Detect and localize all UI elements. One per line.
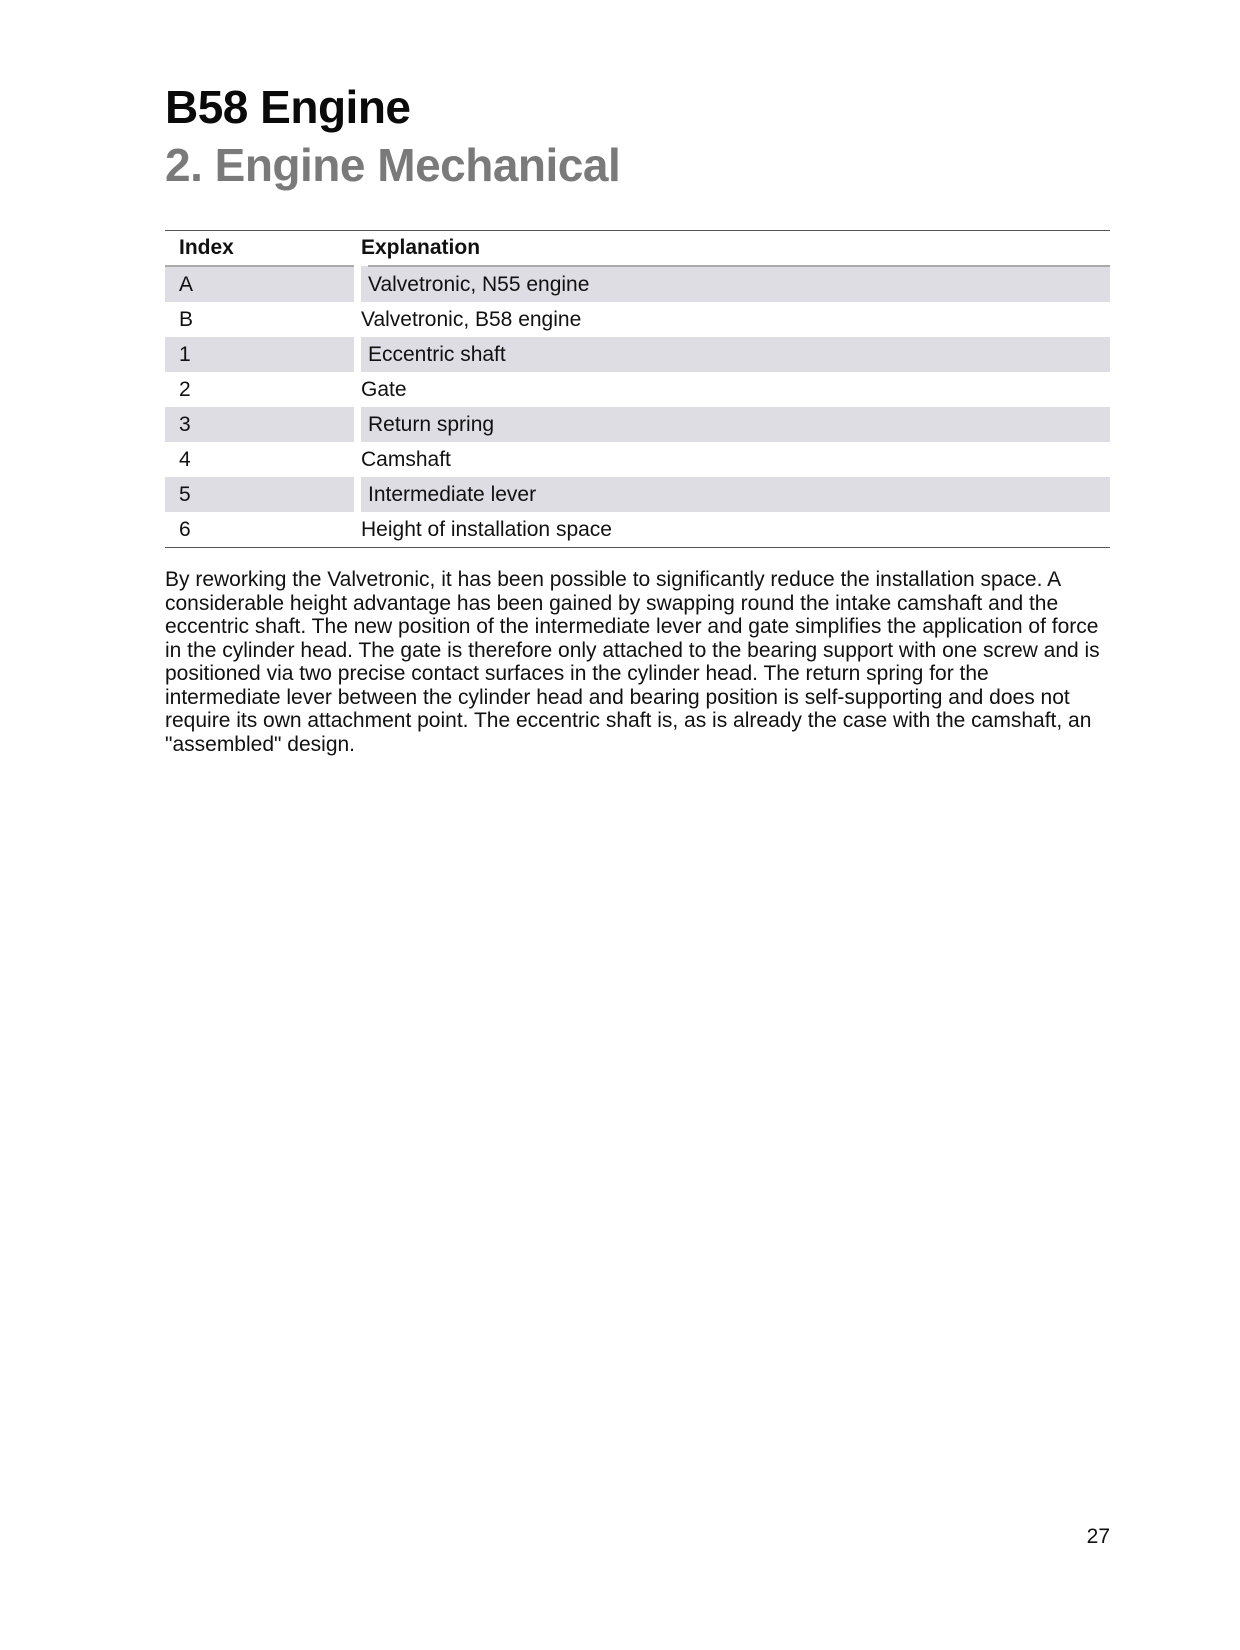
- row-explanation: Camshaft: [361, 447, 451, 471]
- row-index: 4: [179, 447, 191, 471]
- row-index: 5: [165, 477, 361, 512]
- row-index: A: [165, 266, 361, 302]
- body-paragraph: By reworking the Valvetronic, it has been possible to significantly reduce the installation space. A considerable height advantage has been gained by swapping round the intake camshaft and the eccentric shaft. The new position of the intermediate lever and gate simplifies the application of force in the cylinder head. The gate is therefore only attached to the bearing support with one screw and is positioned via two precise contact surfaces in the cylinder head. The return spring for the intermediate lever between the cylinder head and bearing position is self-supporting and does not require its own attachment point. The eccentric shaft is, as is already the case with the camshaft, an "assembled" design.: [165, 568, 1100, 756]
- row-index: 1: [165, 337, 361, 372]
- row-index: 6: [179, 517, 191, 541]
- table-row: [165, 442, 1110, 477]
- page-number: 27: [1086, 1525, 1110, 1548]
- row-index: 2: [179, 377, 191, 401]
- table-header-row: [165, 231, 1110, 267]
- section-title: 2. Engine Mechanical: [165, 139, 621, 191]
- table-row: [165, 337, 1110, 372]
- row-explanation: Eccentric shaft: [361, 337, 1110, 372]
- column-header-index: Index: [165, 231, 361, 267]
- row-explanation: Intermediate lever: [361, 477, 1110, 512]
- row-explanation: Valvetronic, N55 engine: [361, 266, 1110, 302]
- row-explanation: Gate: [361, 377, 407, 401]
- row-index: B: [179, 307, 194, 331]
- table-row: [165, 407, 1110, 442]
- row-explanation: Height of installation space: [361, 517, 612, 541]
- legend-table: [165, 230, 1110, 548]
- row-index: 3: [165, 407, 361, 442]
- column-header-explanation: Explanation: [361, 231, 1110, 267]
- table-row: [165, 266, 1110, 302]
- document-page: [165, 80, 1110, 777]
- table-row: [165, 302, 1110, 337]
- row-explanation: Return spring: [361, 407, 1110, 442]
- row-explanation: Valvetronic, B58 engine: [361, 307, 582, 331]
- table-row: [165, 372, 1110, 407]
- table-row: [165, 477, 1110, 512]
- document-title: B58 Engine: [165, 81, 411, 133]
- table-row: [165, 512, 1110, 548]
